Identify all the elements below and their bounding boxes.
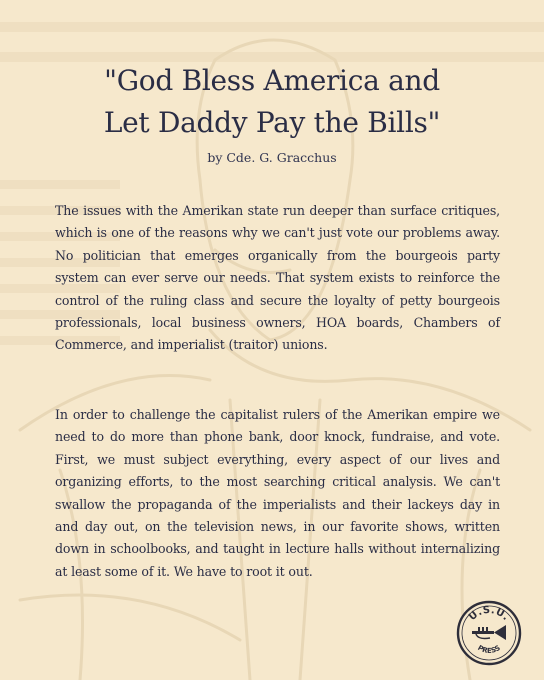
logo-text-top: U.S.U. [467,604,512,624]
logo-text-bottom: PRESS [476,643,502,655]
title-line-2: Let Daddy Pay the Bills" [103,106,441,139]
paragraph-2: In order to challenge the capitalist rulers of the Amerikan empire we need to do more than phone bank, door knock, fundraise, and vote. First, we must subject everything, every aspect of our lives and organizing efforts, to the most searching critical analysis. We can't swallow the propaganda of the imperialists and their lackeys day in and day out, on the television news, in our favorite shows, written down in schoolbooks, and taught in lecture halls without internalizing at least some of it. We have to root it out. [55,407,500,579]
byline: by Cde. G. Gracchus [207,150,337,165]
article-title [20,60,524,144]
paragraph-1: The issues with the Amerikan state run deeper than surface critiques, which is one of the reasons why we can't just vote our problems away. No politician that emerges organically from the bourgeois party system can ever serve our needs. That system exists to reinforce the control of the ruling class and secure the loyalty of petty bourgeois professionals, local business owners, HOA boards, Chambers of Commerce, and imperialist (traitor) unions. [55,203,500,353]
title-line-1: "God Bless America and [104,64,440,97]
usu-press-logo [456,600,522,666]
